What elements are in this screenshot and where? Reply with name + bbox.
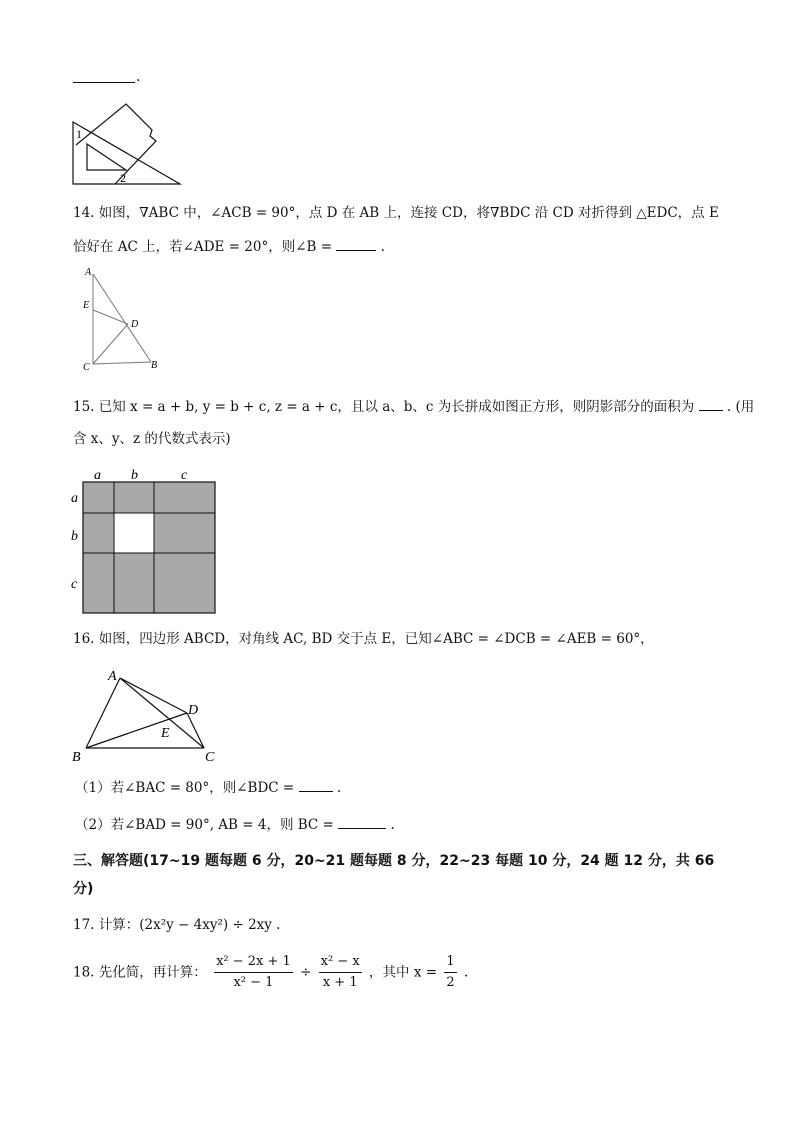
q18-frac2-numerator: x² − x xyxy=(319,954,362,973)
fig13-label-2: 2 xyxy=(120,171,126,185)
fig15-unshaded-square xyxy=(114,513,154,553)
q14-line2-period: . xyxy=(380,239,385,255)
fig15-square-grid xyxy=(68,464,220,616)
q16-part2-text: （2）若∠BAD = 90°, AB = 4，则 BC = xyxy=(75,817,334,833)
fig14-label-B: B xyxy=(151,360,158,371)
fig14-label-A: A xyxy=(85,267,92,278)
q18-divide-sign: ÷ xyxy=(300,964,312,981)
fig15-left-b: b xyxy=(71,529,78,544)
q18-fraction-3 xyxy=(444,954,456,991)
fig15-top-b: b xyxy=(131,468,138,483)
fig16-label-A: A xyxy=(108,669,117,684)
fig14-label-C: C xyxy=(83,362,90,373)
q18-frac2-denominator: x + 1 xyxy=(322,975,358,990)
q18-frac1-denominator: x² − 1 xyxy=(233,975,274,990)
q16-part1-period: . xyxy=(336,780,342,796)
q16-part1-blank xyxy=(299,777,333,792)
q14-line2-text: 恰好在 AC 上，若∠ADE = 20°，则∠B = xyxy=(73,239,333,255)
q16-part1 xyxy=(75,777,341,797)
section3-heading-line2: 分) xyxy=(73,881,94,897)
q18-frac3-numerator: 1 xyxy=(444,954,456,973)
q15-line1-text: 15. 已知 x = a + b, y = b + c, z = a + c，且以 a、b、c 为长拼成如图正方形，则阴影部分的面积为 xyxy=(73,399,695,415)
q16-part1-text: （1）若∠BAC = 80°，则∠BDC = xyxy=(75,780,295,796)
fig14-triangle xyxy=(78,262,168,374)
q16-part2 xyxy=(75,814,395,834)
q18-frac3-denominator: 2 xyxy=(446,975,455,990)
fig16-label-C: C xyxy=(205,750,215,765)
prev-answer-blank xyxy=(73,72,135,83)
q15-answer-blank xyxy=(699,396,723,411)
section3-heading-line1: 三、解答题(17~19 题每题 6 分，20~21 题每题 8 分，22~23 每题 10 分，24 题 12 分，共 66 xyxy=(73,853,715,869)
q15-line1-tail: . (用 xyxy=(726,399,755,415)
q18-frac1-numerator: x² − 2x + 1 xyxy=(214,954,293,973)
q18-prefix: 18. 先化简，再计算： xyxy=(73,964,207,981)
q18-fraction-2 xyxy=(319,954,362,991)
q17-text: 17. 计算：(2x²y − 4xy²) ÷ 2xy . xyxy=(73,917,281,933)
fig13-label-1: 1 xyxy=(76,127,82,141)
fig13-triangle-ruler xyxy=(70,100,185,190)
q16-part2-blank xyxy=(338,814,386,829)
fig15-top-c: c xyxy=(181,468,188,483)
q14-line1: 14. 如图，∇ABC 中，∠ACB = 90°，点 D 在 AB 上，连接 CD，将∇BDC 沿 CD 对折得到 △EDC，点 E xyxy=(73,205,719,221)
q15-line1 xyxy=(73,396,754,416)
q14-answer-blank xyxy=(336,236,376,251)
fig16-label-E: E xyxy=(161,726,170,741)
q18-fraction-1 xyxy=(214,954,293,991)
fig16-label-B: B xyxy=(72,750,81,765)
prev-answer-period: . xyxy=(136,69,141,85)
q15-line2: 含 x、y、z 的代数式表示) xyxy=(73,431,231,447)
fig14-label-E: E xyxy=(83,300,90,311)
fig16-quadrilateral xyxy=(68,664,228,768)
q18-condition: ，其中 x = xyxy=(369,964,438,981)
fig14-label-D: D xyxy=(131,319,139,330)
q14-line2 xyxy=(73,236,385,256)
fig15-left-a: a xyxy=(71,491,78,506)
q16-part2-period: . xyxy=(390,817,395,833)
q18-period: . xyxy=(463,964,469,981)
q16-line1: 16. 如图，四边形 ABCD，对角线 AC, BD 交于点 E，已知∠ABC = ∠DCB = ∠AEB = 60°， xyxy=(73,631,654,647)
fig15-left-c: c xyxy=(71,577,78,592)
q18-row xyxy=(73,954,468,991)
fig15-top-a: a xyxy=(94,468,101,483)
fig16-label-D: D xyxy=(188,703,199,718)
